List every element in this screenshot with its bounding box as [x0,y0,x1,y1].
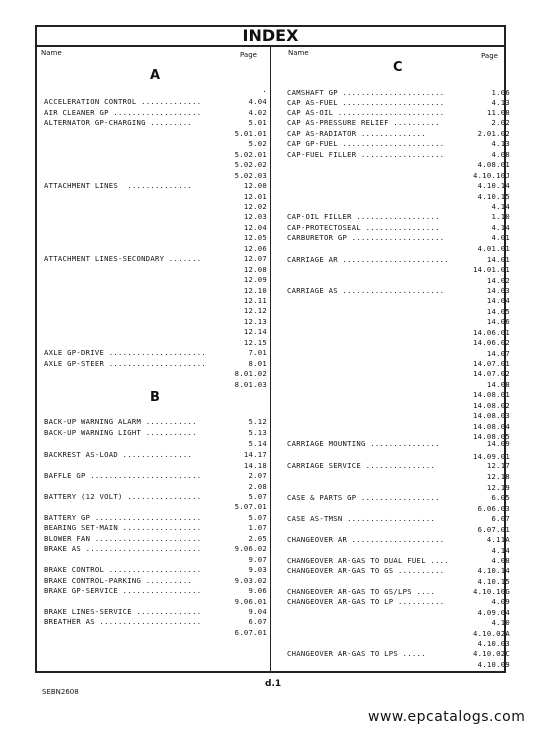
left-b-entry-page: 9.07 [248,555,267,564]
left-b-entry-name: BACK-UP WARNING LIGHT ........... [44,428,197,437]
right-entry-page: 14.06.01 [472,328,510,337]
left-entry-name: ALTERNATOR GP-CHARGING ......... [44,118,193,127]
left-entry-page: 5.02.02 [234,160,267,169]
page-number: d.1 [265,679,282,689]
left-b-entry-page: 5.07 [248,492,267,501]
right-entry-name: CHANGEOVER AR-GAS TO GS .......... [287,566,445,575]
right-entry-page: 4.14 [491,223,510,232]
right-entry-page: 14.06 [486,317,510,326]
right-entry-page: 2.01.02 [477,129,510,138]
left-b-entry-page: 6.07 [248,617,267,626]
left-entry-page: 12.12 [243,306,267,315]
right-entry-name: CAP-FUEL FILLER .................. [287,150,445,159]
right-entry-page: 4.10.10J [472,171,510,180]
right-entry-page: 14.07.01 [472,359,510,368]
left-entry-page: 12.11 [243,296,267,305]
right-entry-page: 14.07 [486,349,510,358]
left-entry-page: 8.01 [248,359,267,368]
left-b-entry-page: 2.08 [248,482,267,491]
index-title: INDEX [37,27,504,47]
right-entry-page: 4.11A [486,535,510,544]
right-entry-page: 4.10.02C [472,649,510,658]
left-b-entry-page: 2.05 [248,534,267,543]
right-entry-page: 1.06 [491,88,510,97]
section-letter-c: C [393,60,403,75]
right-entry-page: 14.04 [486,296,510,305]
right-entry-name: CAMSHAFT GP ...................... [287,88,445,97]
left-entry-page: 5.02.01 [234,150,267,159]
left-entry-page: 4.02 [248,108,267,117]
left-b-entry-page: 9.04 [248,607,267,616]
right-entry-name: CASE & PARTS GP ................. [287,493,440,502]
right-entry-page: 6.05 [491,493,510,502]
left-b-entry-page: 14.17 [243,450,267,459]
right-entry-name: CHANGEOVER AR-GAS TO DUAL FUEL .... [287,556,449,565]
left-b-entry-page: 5.12 [248,417,267,426]
left-entry-page: 12.02 [243,202,267,211]
left-b-entry-page: 9.06.02 [234,544,267,553]
left-entry-name: AXLE GP-STEER ..................... [44,359,206,368]
right-entry-page: 6.07 [491,514,510,523]
right-entry-page: 4.01 [491,233,510,242]
left-b-entry-page: 5.13 [248,428,267,437]
right-entry-name: CAP GP-FUEL ...................... [287,139,445,148]
right-entry-page: 4.09 [491,597,510,606]
left-b-entry-page: 6.07.01 [234,628,267,637]
left-b-entry-page: 1.07 [248,523,267,532]
right-entry-page: 4.10 [491,618,510,627]
left-entry-page: 12.07 [243,254,267,263]
left-b-entry-name: BATTERY (12 VOLT) ................ [44,492,202,501]
right-entry-name: CARRIAGE MOUNTING ............... [287,439,440,448]
left-entry-page: 8.01.02 [234,369,267,378]
right-name-header: Name [288,49,309,57]
right-entry-name: CARBURETOR GP .................... [287,233,445,242]
right-entry-page: 6.07.01 [477,525,510,534]
right-entry-page: 14.08.03 [472,411,510,420]
left-entry-name: AXLE GP-DRIVE ..................... [44,348,206,357]
left-page-header: Page [240,51,257,59]
right-entry-page: 4.10.10G [472,587,510,596]
right-entry-name: CAP AS-OIL ....................... [287,108,445,117]
right-entry-name: CARRIAGE AS ...................... [287,286,445,295]
left-b-entry-page: 5.14 [248,439,267,448]
left-entry-page: 12.10 [243,286,267,295]
right-entry-page: 14.08.02 [472,401,510,410]
right-entry-page: 4.08.01 [477,160,510,169]
column-divider [270,47,271,671]
right-entry-page: 2.02 [491,118,510,127]
right-entry-page: 12.17 [486,461,510,470]
right-entry-page: 4.09.04 [477,608,510,617]
left-entry-page: 12.15 [243,338,267,347]
right-entry-name: CAP-OIL FILLER .................. [287,212,440,221]
right-entry-page: 14.09.01 [472,452,510,461]
left-b-entry-page: 9.06.01 [234,597,267,606]
left-b-entry-name: BEARING SET-MAIN ................. [44,523,202,532]
right-entry-page: 14.05 [486,307,510,316]
left-entry-name: ATTACHMENT LINES-SECONDARY ....... [44,254,202,263]
right-entry-page: 11.08 [486,108,510,117]
left-entry-page: 12.05 [243,233,267,242]
right-entry-page: 4.08 [491,556,510,565]
left-b-entry-name: BRAKE GP-SERVICE ................. [44,586,202,595]
left-entry-page: 12.03 [243,212,267,221]
left-b-entry-name: BRAKE LINES-SERVICE .............. [44,607,202,616]
right-entry-name: CAP AS-FUEL ...................... [287,98,445,107]
right-entry-page: 4.13 [491,139,510,148]
right-entry-name: CHANGEOVER AR-GAS TO LPS ..... [287,649,426,658]
right-entry-page: 14.08 [486,380,510,389]
left-b-entry-name: BREATHER AS ...................... [44,617,202,626]
left-entry-page: 5.02 [248,139,267,148]
right-entry-page: 6.06.03 [477,504,510,513]
right-page-header: Page [481,52,498,60]
right-entry-name: CAP-PROTECTOSEAL ................ [287,223,440,232]
left-b-entry-name: BRAKE CONTROL .................... [44,565,202,574]
left-entry-page: 8.01.03 [234,380,267,389]
right-entry-name: CHANGEOVER AR-GAS TO LP .......... [287,597,445,606]
left-entry-page: 12.01 [243,192,267,201]
right-entry-page: 14.02 [486,276,510,285]
left-entry-page: 12.00 [243,181,267,190]
left-entry-page: 12.06 [243,244,267,253]
right-entry-page: 14.07.02 [472,369,510,378]
right-entry-page: 14.01.01 [472,265,510,274]
right-entry-name: CARRIAGE SERVICE ............... [287,461,436,470]
left-entry-page: 12.04 [243,223,267,232]
right-entry-page: 4.08 [491,150,510,159]
right-entry-name: CHANGEOVER AR .................... [287,535,445,544]
left-entry-page: 7.01 [248,348,267,357]
left-b-entry-name: BAFFLE GP ........................ [44,471,202,480]
right-entry-name: CAP AS-RADIATOR .............. [287,129,426,138]
left-entry-page: 5.01.01 [234,129,267,138]
right-entry-page: 14.08.05 [472,432,510,441]
section-letter-b: B [150,390,160,405]
left-b-entry-page: 9.06 [248,586,267,595]
right-entry-page: 4.10.02A [472,629,510,638]
right-entry-page: 4.10.09 [477,660,510,669]
left-b-entry-name: BRAKE AS ......................... [44,544,202,553]
right-entry-name: CAP AS-PRESSURE RELIEF .......... [287,118,440,127]
right-entry-page: 4.10.14 [477,566,510,575]
right-entry-page: 14.01 [486,255,510,264]
left-entry-page: 12.14 [243,327,267,336]
right-entry-page: 4.14 [491,546,510,555]
left-entry-page: 4.04 [248,97,267,106]
left-entry-page: 12.09 [243,275,267,284]
left-entry-page: 5.01 [248,118,267,127]
right-entry-page: 4.13 [491,98,510,107]
section-letter-a: A [150,68,161,83]
right-entry-name: CASE AS-TMSN ................... [287,514,436,523]
right-entry-page: 4.10.15 [477,577,510,586]
left-entry-page: 12.08 [243,265,267,274]
right-entry-name: CARRIAGE AR ....................... [287,255,449,264]
document-id: SEBN2608 [42,688,79,696]
left-b-entry-name: BLOWER FAN ....................... [44,534,202,543]
left-entry-name: ACCELERATION CONTROL ............. [44,97,202,106]
left-b-entry-page: 5.07.01 [234,502,267,511]
right-entry-page: 14.08.01 [472,390,510,399]
right-entry-page: 4.14 [491,202,510,211]
right-entry-name: CHANGEOVER AR-GAS TO GS/LPS .... [287,587,436,596]
left-name-header: Name [41,49,62,57]
right-entry-page: 4.10.14 [477,181,510,190]
right-entry-page: 1.10 [491,212,510,221]
right-entry-page: 12.18 [486,472,510,481]
right-entry-page: 14.08.04 [472,422,510,431]
left-b-entry-page: 2.07 [248,471,267,480]
left-b-entry-page: 9.03 [248,565,267,574]
right-entry-page: 4.10.03 [477,639,510,648]
right-entry-page: 4.01.01 [477,244,510,253]
left-b-entry-name: BRAKE CONTROL-PARKING .......... [44,576,193,585]
left-entry-page: · [262,87,267,96]
left-b-entry-name: BATTERY GP ....................... [44,513,202,522]
left-b-entry-name: BACKREST AS-LOAD ............... [44,450,193,459]
left-b-entry-page: 5.07 [248,513,267,522]
right-entry-page: 14.03 [486,286,510,295]
right-entry-page: 12.19 [486,483,510,492]
left-b-entry-name: BACK-UP WARNING ALARM ........... [44,417,197,426]
left-b-entry-page: 14.18 [243,461,267,470]
left-b-entry-page: 9.03.02 [234,576,267,585]
left-entry-page: 12.13 [243,317,267,326]
right-entry-page: 4.10.15 [477,192,510,201]
left-entry-name: ATTACHMENT LINES .............. [44,181,193,190]
right-entry-page: 14.09 [486,439,510,448]
left-entry-name: AIR CLEANER GP ................... [44,108,202,117]
left-entry-page: 5.02.03 [234,171,267,180]
right-entry-page: 14.06.02 [472,338,510,347]
watermark-url: www.epcatalogs.com [368,709,526,725]
